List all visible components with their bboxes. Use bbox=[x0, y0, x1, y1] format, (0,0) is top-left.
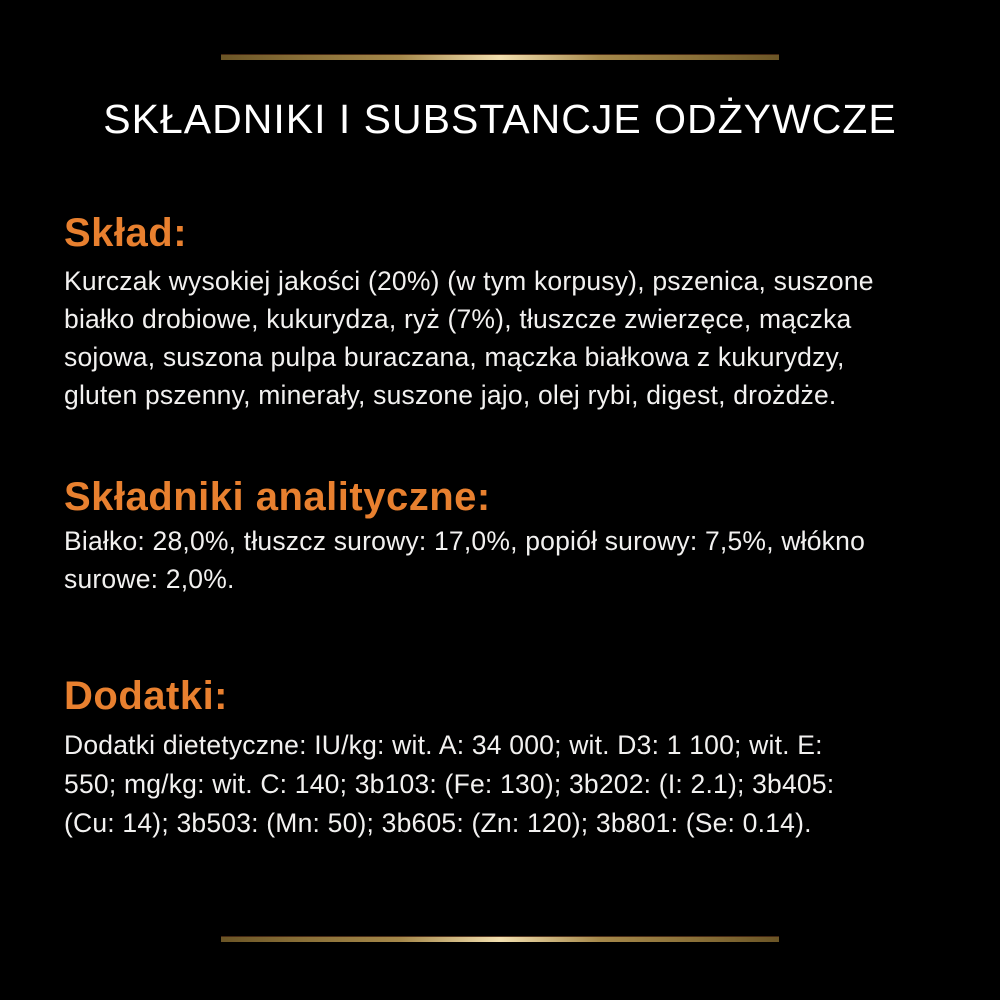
text-line: sojowa, suszona pulpa buraczana, mączka białkowa z kukurydzy, bbox=[64, 342, 845, 372]
section-analytical-heading: Składniki analityczne: bbox=[64, 475, 491, 519]
text-line: gluten pszenny, minerały, suszone jajo, olej rybi, digest, drożdże. bbox=[64, 380, 837, 410]
gold-divider-top bbox=[221, 54, 779, 60]
text-line: Białko: 28,0%, tłuszcz surowy: 17,0%, popiół surowy: 7,5%, włókno bbox=[64, 526, 866, 556]
text-line: (Cu: 14); 3b503: (Mn: 50); 3b605: (Zn: 120); 3b801: (Se: 0.14). bbox=[64, 808, 812, 838]
section-additives-body bbox=[64, 726, 834, 843]
text-line: białko drobiowe, kukurydza, ryż (7%), tłuszcze zwierzęce, mączka bbox=[64, 304, 852, 334]
section-composition-body bbox=[64, 262, 874, 414]
section-composition-heading: Skład: bbox=[64, 211, 188, 255]
section-additives bbox=[64, 673, 944, 838]
text-line: Dodatki dietetyczne: IU/kg: wit. A: 34 000; wit. D3: 1 100; wit. E: bbox=[64, 730, 823, 760]
section-analytical-body bbox=[64, 522, 865, 598]
gold-divider-bottom bbox=[221, 936, 779, 942]
section-additives-heading: Dodatki: bbox=[64, 674, 228, 718]
page-title: SKŁADNIKI I SUBSTANCJE ODŻYWCZE bbox=[103, 96, 897, 142]
text-line: surowe: 2,0%. bbox=[64, 564, 235, 594]
text-line: Kurczak wysokiej jakości (20%) (w tym korpusy), pszenica, suszone bbox=[64, 266, 874, 296]
text-line: 550; mg/kg: wit. C: 140; 3b103: (Fe: 130); 3b202: (I: 2.1); 3b405: bbox=[64, 769, 835, 799]
section-composition bbox=[64, 210, 944, 410]
section-analytical-constituents bbox=[64, 474, 944, 594]
